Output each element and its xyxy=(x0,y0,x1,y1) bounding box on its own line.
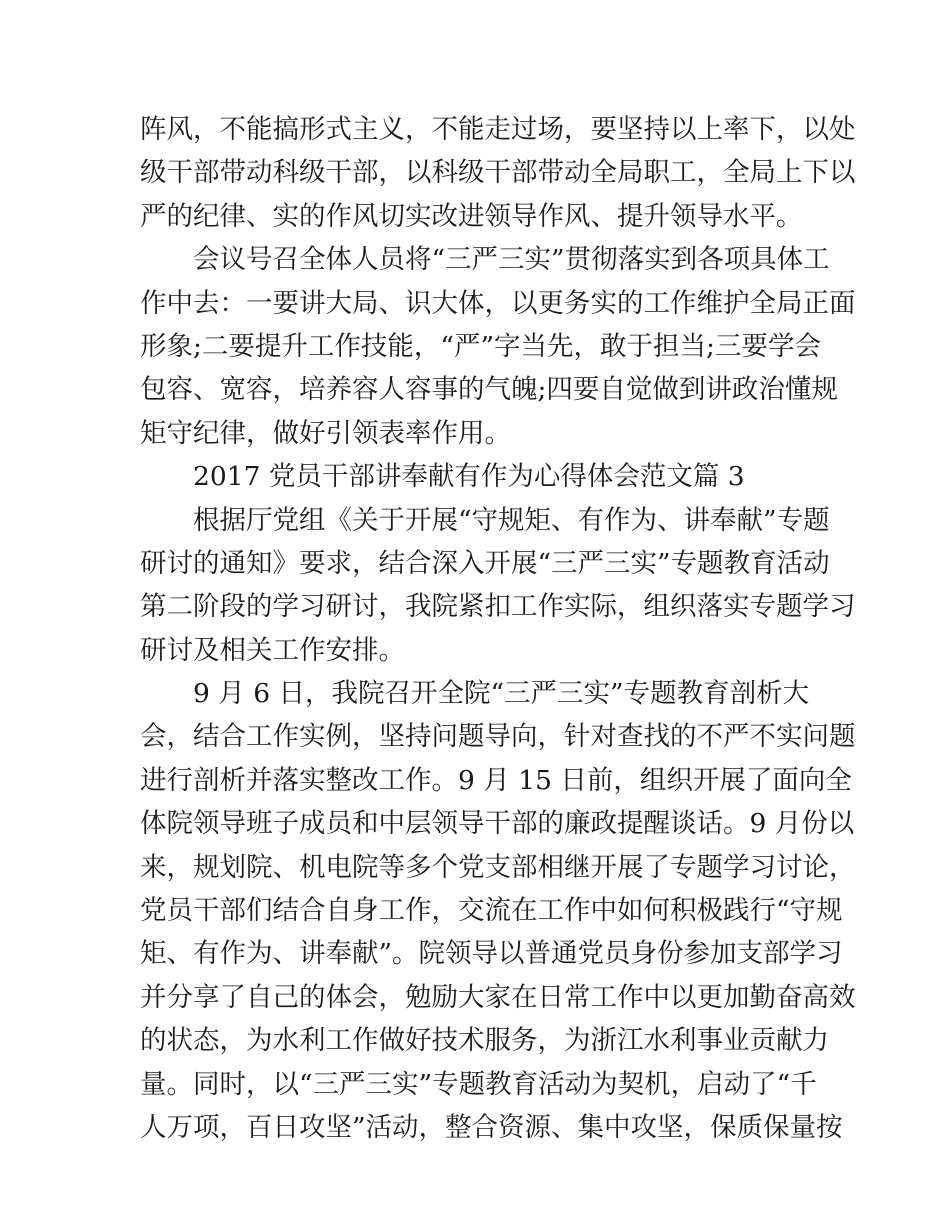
text-line: 包容、宽容，培养容人容事的气魄;四要自觉做到讲政治懂规 xyxy=(140,374,838,406)
text-line: 阵风，不能搞形式主义，不能走过场，要坚持以上率下，以处 xyxy=(140,114,856,145)
text-line: 体院领导班子成员和中层领导干部的廉政提醒谈话。9 月份以 xyxy=(140,808,855,840)
section-heading: 2017 党员干部讲奉献有作为心得体会范文篇 3 xyxy=(193,461,745,493)
text-line: 严的纪律、实的作风切实改进领导作风、提升领导水平。 xyxy=(140,200,803,232)
text-line: 级干部带动科级干部，以科级干部带动全局职工，全局上下以 xyxy=(140,157,856,189)
text-line: 矩守纪律，做好引领表率作用。 xyxy=(140,417,511,449)
text-line: 并分享了自己的体会，勉励大家在日常工作中以更加勤奋高效 xyxy=(140,981,856,1013)
paragraph-start-line: 根据厅党组《关于开展“守规矩、有作为、讲奉献”专题 xyxy=(193,504,830,536)
text-line: 量。同时，以“三严三实”专题教育活动为契机，启动了“千 xyxy=(140,1068,817,1100)
text-line: 来，规划院、机电院等多个党支部相继开展了专题学习讨论， xyxy=(140,851,856,883)
text-line: 的状态，为水利工作做好技术服务，为浙江水利事业贡献力 xyxy=(140,1025,829,1057)
text-line: 会，结合工作实例，坚持问题导向，针对查找的不严不实问题 xyxy=(140,721,856,753)
paragraph-start-line: 9 月 6 日，我院召开全院“三严三实”专题教育剖析大 xyxy=(193,678,810,710)
text-line: 进行剖析并落实整改工作。9 月 15 日前，组织开展了面向全 xyxy=(140,764,852,796)
text-line: 第二阶段的学习研讨，我院紧扣工作实际，组织落实专题学习 xyxy=(140,591,856,623)
paragraph-start-line: 会议号召全体人员将“三严三实”贯彻落实到各项具体工 xyxy=(193,244,830,276)
text-line: 人万项，百日攻坚”活动，整合资源、集中攻坚，保质保量按 xyxy=(140,1111,843,1143)
text-line: 党员干部们结合自身工作，交流在工作中如何积极践行“守规 xyxy=(140,895,843,927)
document-body xyxy=(140,108,856,1149)
text-line: 形象;二要提升工作技能，“严”字当先，敢于担当;三要学会 xyxy=(140,330,821,362)
text-line: 研讨及相关工作安排。 xyxy=(140,634,405,666)
text-line: 研讨的通知》要求，结合深入开展“三严三实”专题教育活动 xyxy=(140,547,830,579)
text-line: 作中去：一要讲大局、识大体，以更务实的工作维护全局正面 xyxy=(140,287,856,319)
text-line: 矩、有作为、讲奉献”。院领导以普通党员身份参加支部学习 xyxy=(140,938,843,970)
